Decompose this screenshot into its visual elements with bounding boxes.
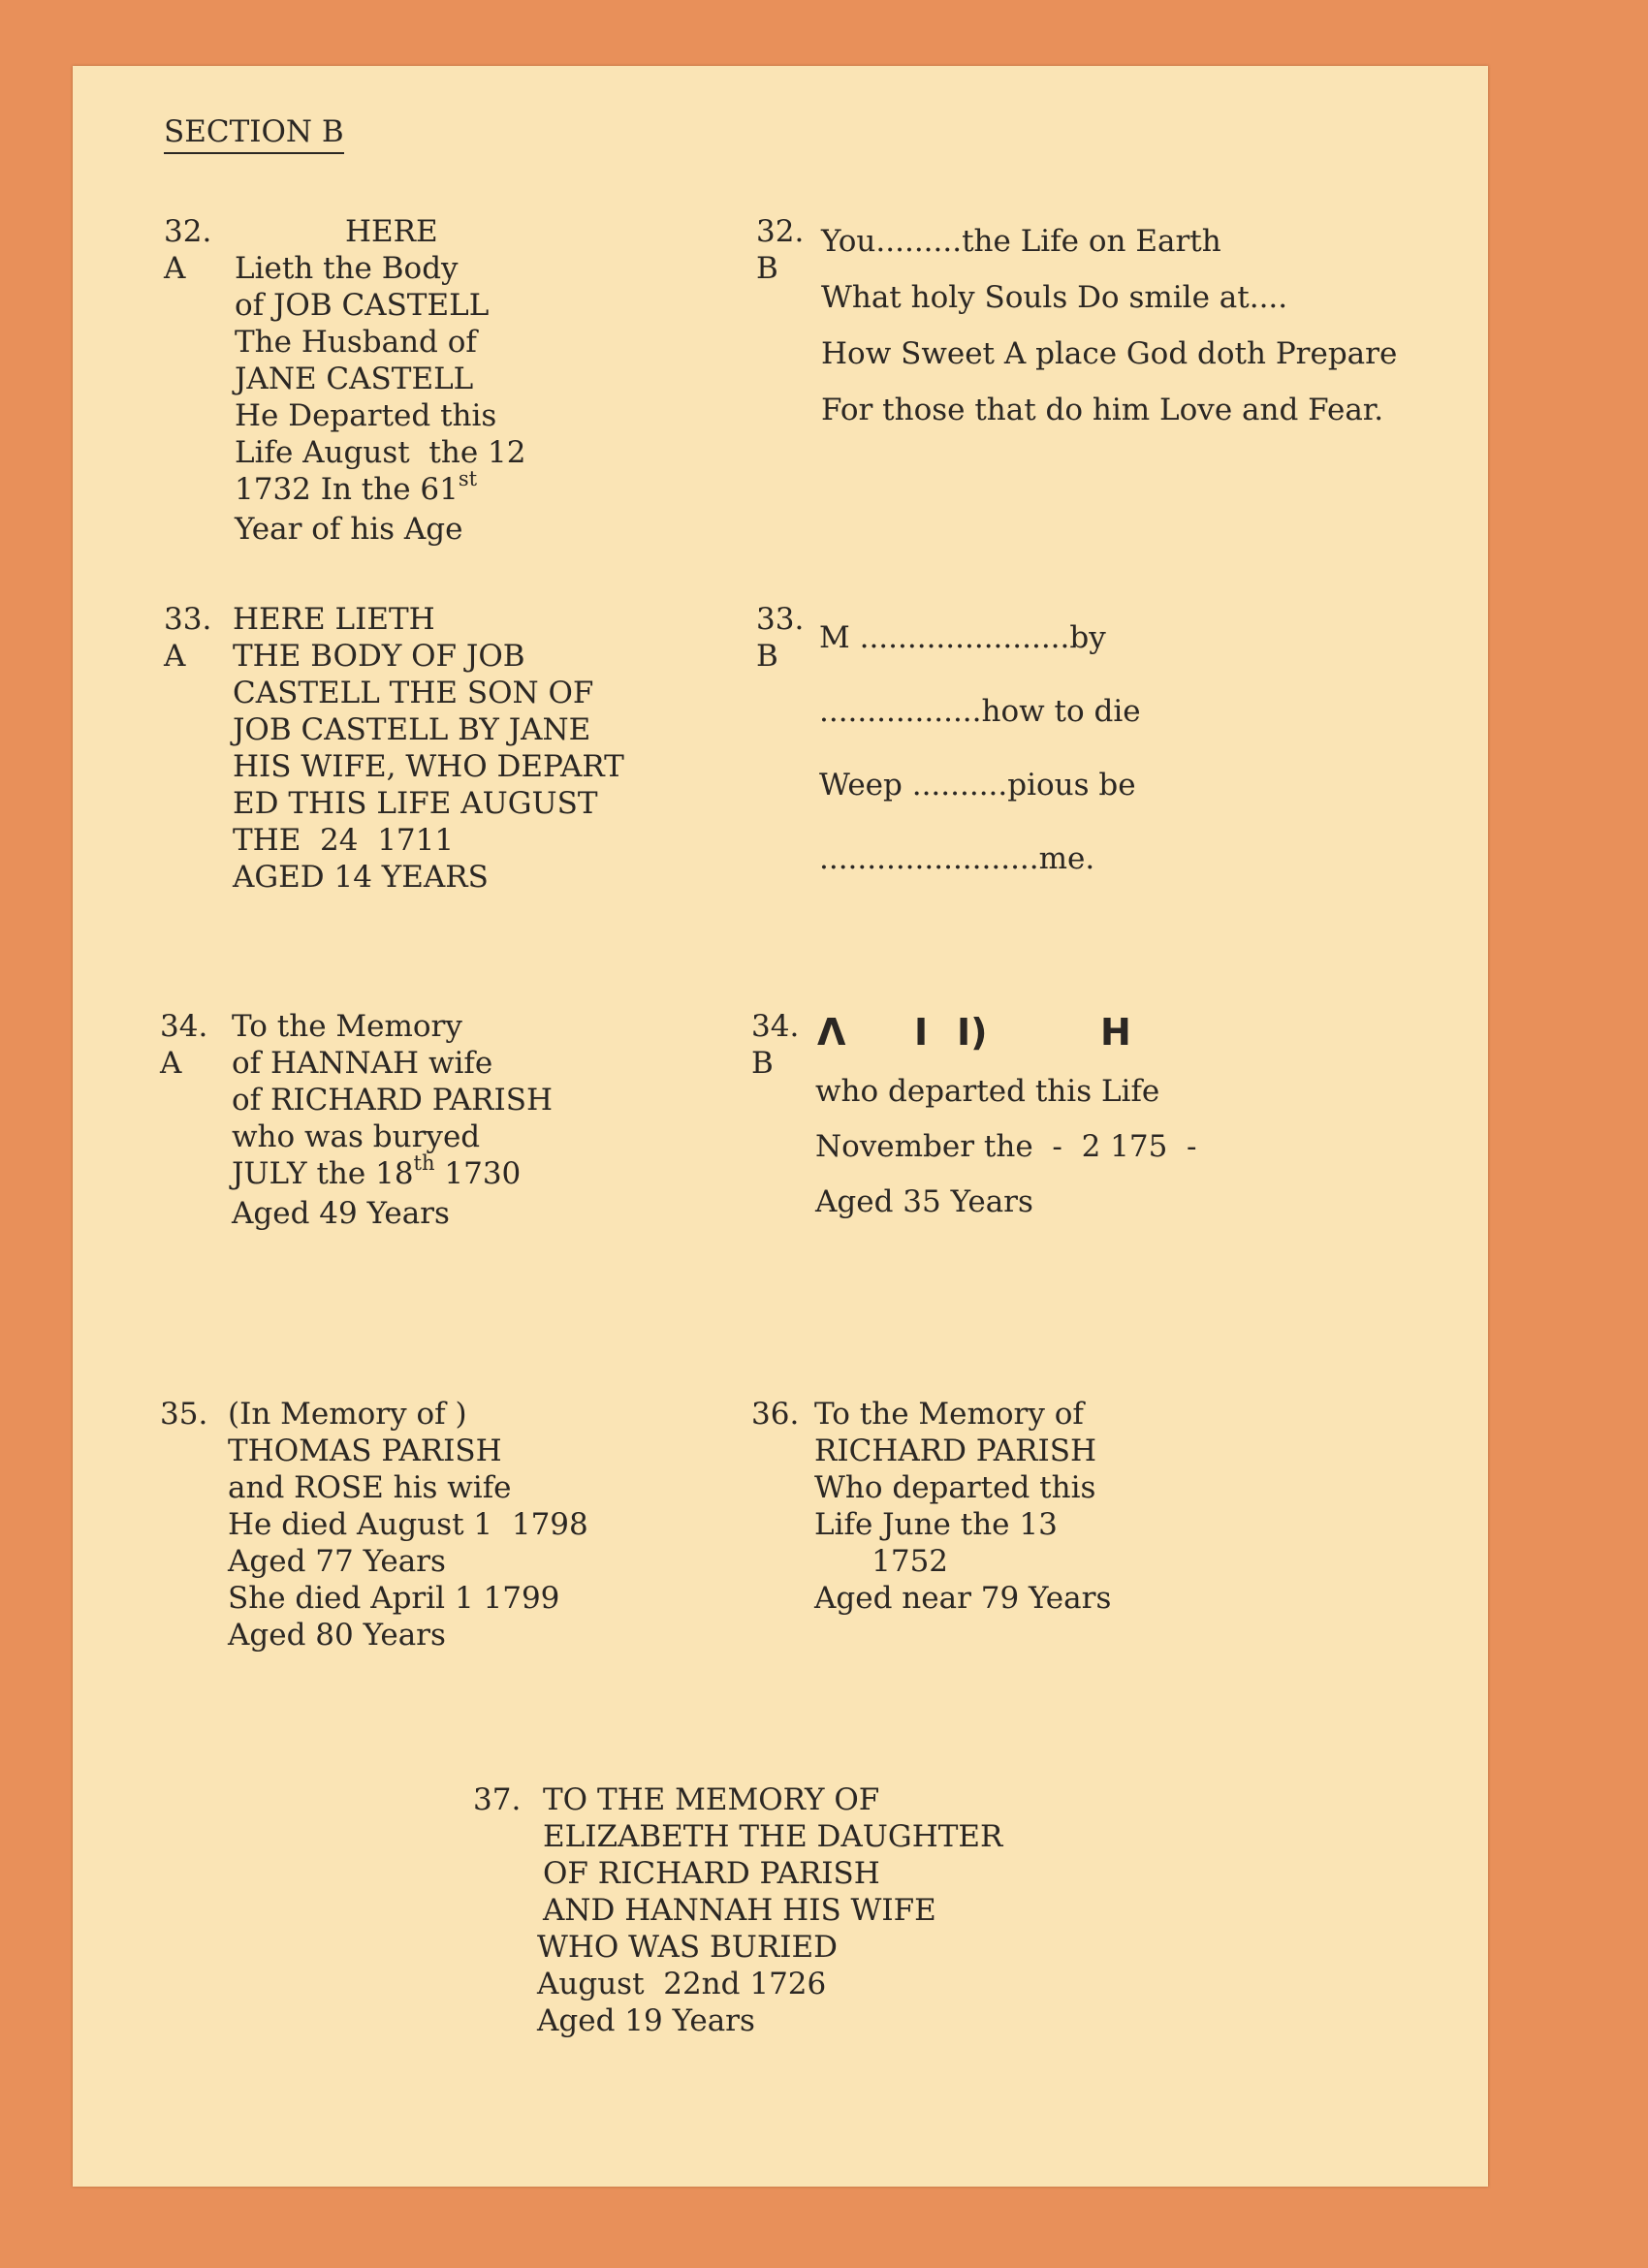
inscription-line: who was buryed [232, 1119, 481, 1154]
inscription-line: JANE CASTELL [235, 362, 474, 396]
inscription-line: HERE LIETH [233, 602, 435, 637]
inscription-line: M ......................by [819, 620, 1106, 655]
inscription-line: WHO WAS BURIED [537, 1930, 838, 1965]
entry-33b-sub: B [756, 639, 778, 674]
entry-32a-inscription [235, 213, 525, 548]
inscription-line: JOB CASTELL BY JANE [233, 712, 591, 747]
inscription-text: 1732 In the 61 [235, 472, 459, 507]
inscription-line: of RICHARD PARISH [232, 1083, 554, 1118]
inscription-line: THE 24 1711 [233, 823, 455, 858]
inscription-line: You.........the Life on Earth [821, 224, 1221, 259]
entry-32a-sub: A [164, 251, 186, 286]
entry-36-number: 36. [751, 1397, 800, 1432]
inscription-line: Year of his Age [235, 512, 463, 547]
entry-36-inscription [814, 1396, 1111, 1617]
inscription-line: HERE [345, 214, 438, 249]
inscription-line: CASTELL THE SON OF [233, 676, 594, 710]
entry-32b-sub: B [756, 251, 778, 286]
document-page [73, 66, 1488, 2187]
entry-34b-sub: B [751, 1046, 774, 1081]
section-heading: SECTION B [164, 113, 344, 154]
inscription-line: Life June the 13 [814, 1507, 1058, 1542]
inscription-line [235, 467, 525, 511]
entry-34a-sub: A [160, 1046, 182, 1081]
entry-32b-number: 32. [756, 214, 805, 249]
inscription-line: AND HANNAH HIS WIFE [543, 1893, 936, 1928]
inscription-line: For those that do him Love and Fear. [821, 393, 1384, 427]
entry-34b-number: 34. [751, 1009, 800, 1044]
entry-34a-number: 34. [160, 1009, 208, 1044]
inscription-line: Lieth the Body [235, 251, 459, 286]
inscription-line: Aged 80 Years [228, 1618, 446, 1653]
inscription-line: To the Memory of [814, 1397, 1084, 1432]
inscription-line: Aged 35 Years [815, 1184, 1033, 1219]
inscription-line: Aged 19 Years [537, 2003, 755, 2038]
superscript: st [458, 467, 478, 490]
entry-35-inscription [228, 1396, 588, 1654]
entry-33a-sub: A [164, 639, 186, 674]
inscription-line: .......................me. [819, 841, 1095, 876]
inscription-text: 1730 [434, 1156, 522, 1191]
inscription-line: He Departed this [235, 398, 497, 433]
entry-34a-inscription [232, 1008, 553, 1232]
inscription-line: August 22nd 1726 [537, 1967, 827, 2001]
entry-33a-inscription [233, 601, 624, 896]
superscript: th [413, 1151, 435, 1175]
inscription-line: AGED 14 YEARS [233, 860, 489, 895]
entry-33b-inscription [819, 601, 1141, 896]
inscription-line: who departed this Life [815, 1074, 1160, 1109]
glyph-mark: Λ [817, 1011, 846, 1054]
inscription-line: Weep ..........pious be [819, 768, 1136, 803]
inscription-line: THOMAS PARISH [228, 1433, 502, 1468]
inscription-line: THE BODY OF JOB [233, 639, 525, 674]
inscription-line: RICHARD PARISH [814, 1433, 1097, 1468]
inscription-line: and ROSE his wife [228, 1470, 512, 1505]
inscription-line: Aged 49 Years [232, 1196, 450, 1231]
inscription-line: ED THIS LIFE AUGUST [233, 786, 598, 821]
inscription-line: OF RICHARD PARISH [543, 1856, 880, 1891]
inscription-line: Aged 77 Years [228, 1544, 446, 1579]
inscription-line: .................how to die [819, 694, 1141, 729]
glyph-mark: I) [957, 1011, 988, 1054]
inscription-line: How Sweet A place God doth Prepare [821, 336, 1398, 371]
entry-33a-number: 33. [164, 602, 212, 637]
inscription-line: TO THE MEMORY OF [543, 1782, 880, 1817]
entry-32b-inscription [821, 213, 1397, 438]
inscription-text: JULY the 18 [232, 1156, 414, 1191]
entry-37-inscription [537, 1781, 1002, 2039]
entry-35-number: 35. [160, 1397, 208, 1432]
entry-32a-number: 32. [164, 214, 212, 249]
glyph-mark: I [914, 1011, 929, 1054]
inscription-line: He died August 1 1798 [228, 1507, 588, 1542]
inscription-line [232, 1151, 553, 1195]
entry-34b-inscription [815, 1064, 1197, 1230]
entry-37-number: 37. [473, 1782, 522, 1817]
inscription-line: Life August the 12 [235, 435, 526, 470]
inscription-line: She died April 1 1799 [228, 1581, 560, 1616]
inscription-line: (In Memory of ) [228, 1397, 467, 1432]
inscription-line: To the Memory [232, 1009, 462, 1044]
entry-33b-number: 33. [756, 602, 805, 637]
inscription-line: What holy Souls Do smile at.... [821, 280, 1288, 315]
inscription-line: The Husband of [235, 325, 477, 360]
inscription-line: of HANNAH wife [232, 1046, 493, 1081]
inscription-line: HIS WIFE, WHO DEPART [233, 749, 624, 784]
inscription-line: ELIZABETH THE DAUGHTER [543, 1819, 1003, 1854]
inscription-line: Aged near 79 Years [814, 1581, 1112, 1616]
inscription-line: Who departed this [814, 1470, 1096, 1505]
glyph-mark: H [1100, 1011, 1131, 1054]
inscription-line: of JOB CASTELL [235, 288, 490, 323]
inscription-line: November the - 2 175 - [815, 1129, 1197, 1164]
inscription-line: 1752 [814, 1544, 949, 1579]
